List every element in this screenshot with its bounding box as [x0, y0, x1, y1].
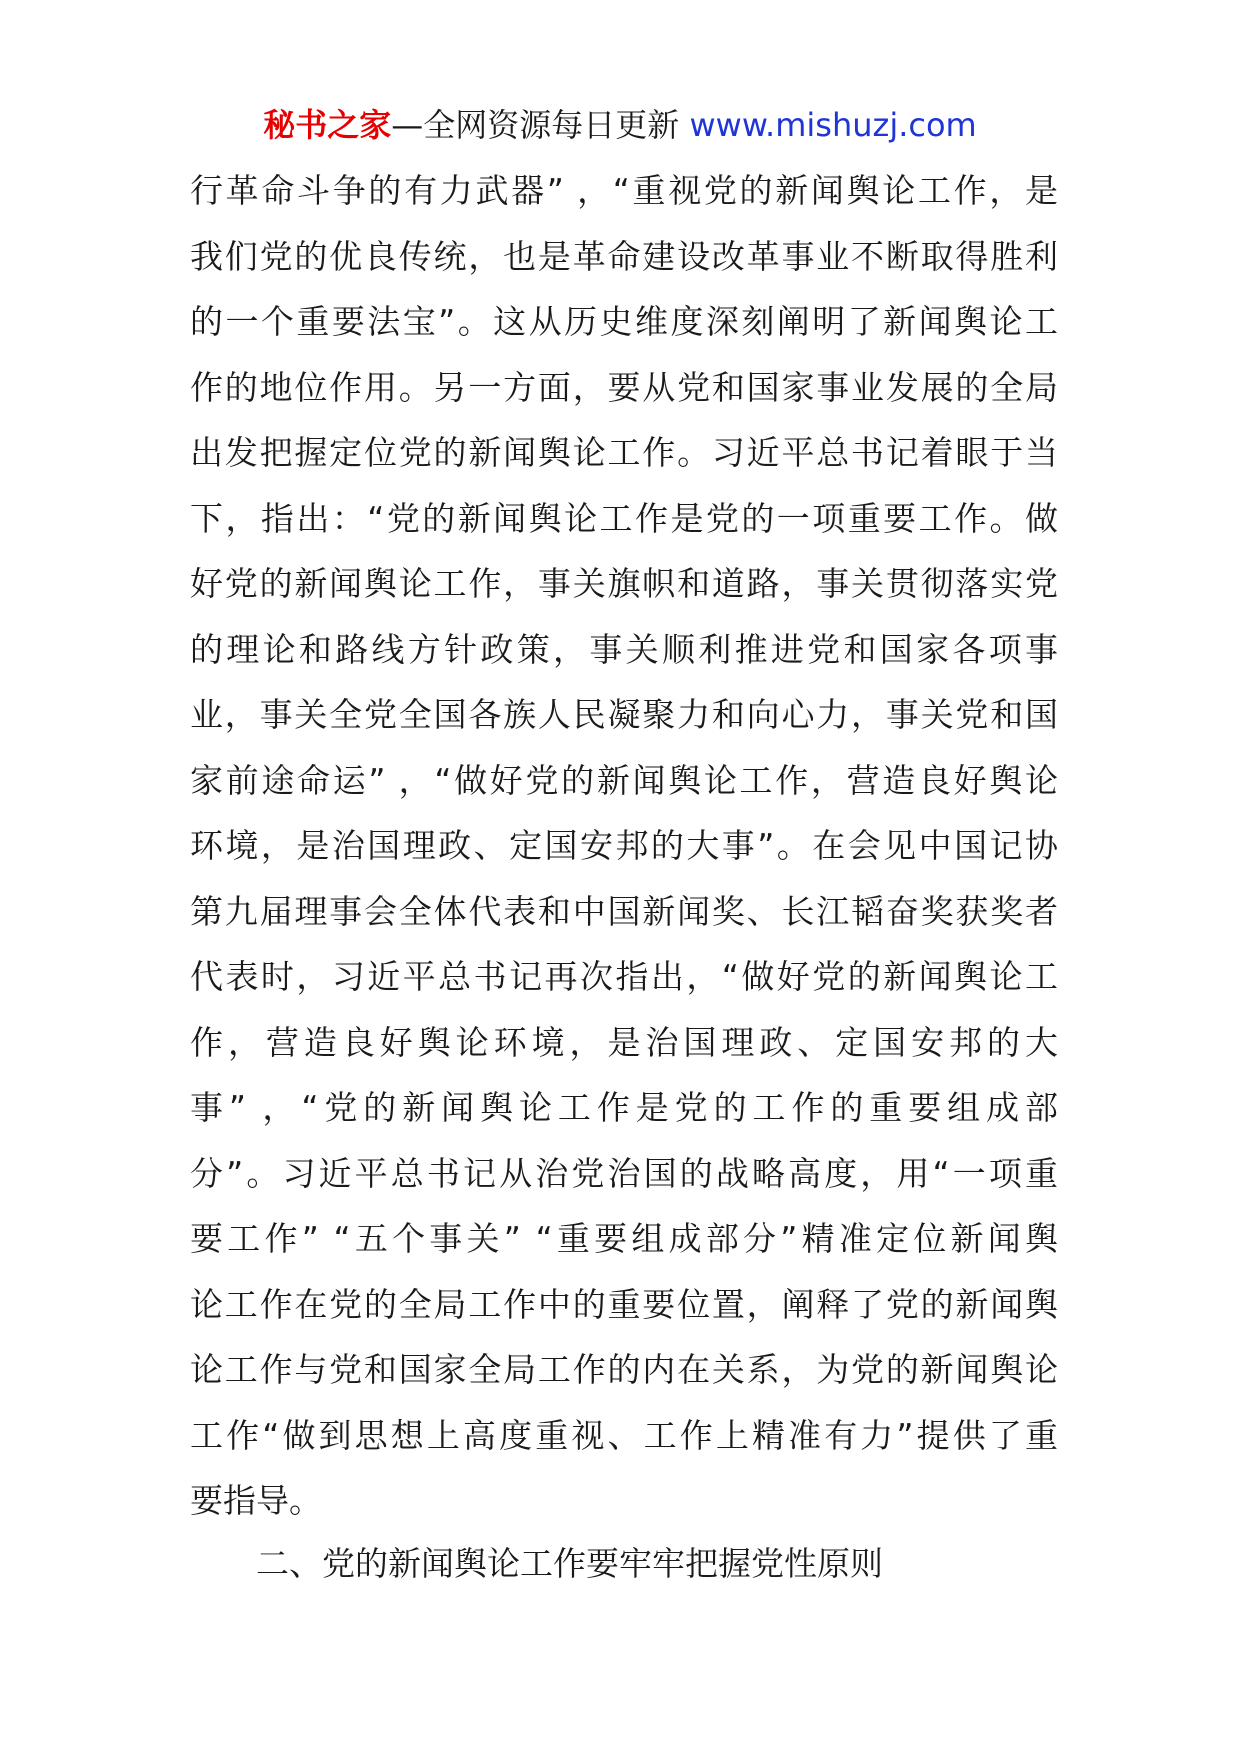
body-line: 工作“做到思想上高度重视、工作上精准有力”提供了重 — [190, 1415, 1058, 1455]
body-line: 作，营造良好舆论环境，是治国理政、定国安邦的大 — [190, 1022, 1058, 1062]
document-body — [190, 158, 1058, 1534]
body-line: 作的地位作用。另一方面，要从党和国家事业发展的全局 — [190, 367, 1058, 407]
site-header — [0, 98, 1240, 152]
body-line: 要工作” “五个事关” “重要组成部分”精准定位新闻舆 — [190, 1219, 1058, 1258]
site-brand: 秘书之家 — [263, 106, 392, 144]
body-line: 的理论和路线方针政策，事关顺利推进党和国家各项事 — [190, 629, 1058, 669]
body-line: 要指导。 — [190, 1481, 322, 1520]
body-line: 家前途命运” ，“做好党的新闻舆论工作，营造良好舆论 — [190, 760, 1058, 800]
body-line: 论工作在党的全局工作中的重要位置，阐释了党的新闻舆 — [190, 1284, 1058, 1324]
body-line: 出发把握定位党的新闻舆论工作。习近平总书记着眼于当 — [190, 433, 1058, 472]
body-line: 业，事关全党全国各族人民凝聚力和向心力，事关党和国 — [190, 695, 1058, 734]
body-line: 的一个重要法宝”。这从历史维度深刻阐明了新闻舆论工 — [190, 302, 1058, 341]
body-line: 分”。习近平总书记从治党治国的战略高度，用“一项重 — [190, 1153, 1058, 1193]
section-heading: 二、党的新闻舆论工作要牢牢把握党性原则 — [256, 1544, 883, 1583]
body-line: 我们党的优良传统，也是革命建设改革事业不断取得胜利 — [190, 236, 1058, 276]
site-url-link[interactable]: www.mishuzj.com — [689, 106, 977, 144]
body-line: 第九届理事会全体代表和中国新闻奖、长江韬奋奖获奖者 — [190, 891, 1058, 931]
body-line: 好党的新闻舆论工作，事关旗帜和道路，事关贯彻落实党 — [190, 564, 1058, 603]
body-line: 代表时，习近平总书记再次指出，“做好党的新闻舆论工 — [190, 957, 1058, 996]
site-slogan: —全网资源每日更新 — [391, 106, 690, 144]
body-line: 行革命斗争的有力武器” ，“重视党的新闻舆论工作，是 — [190, 171, 1058, 210]
body-line: 事” ，“党的新闻舆论工作是党的工作的重要组成部 — [190, 1088, 1058, 1127]
body-line: 论工作与党和国家全局工作的内在关系，为党的新闻舆论 — [190, 1350, 1058, 1389]
body-line: 环境，是治国理政、定国安邦的大事”。在会见中国记协 — [190, 826, 1058, 865]
body-line: 下，指出：“党的新闻舆论工作是党的一项重要工作。做 — [190, 498, 1058, 538]
